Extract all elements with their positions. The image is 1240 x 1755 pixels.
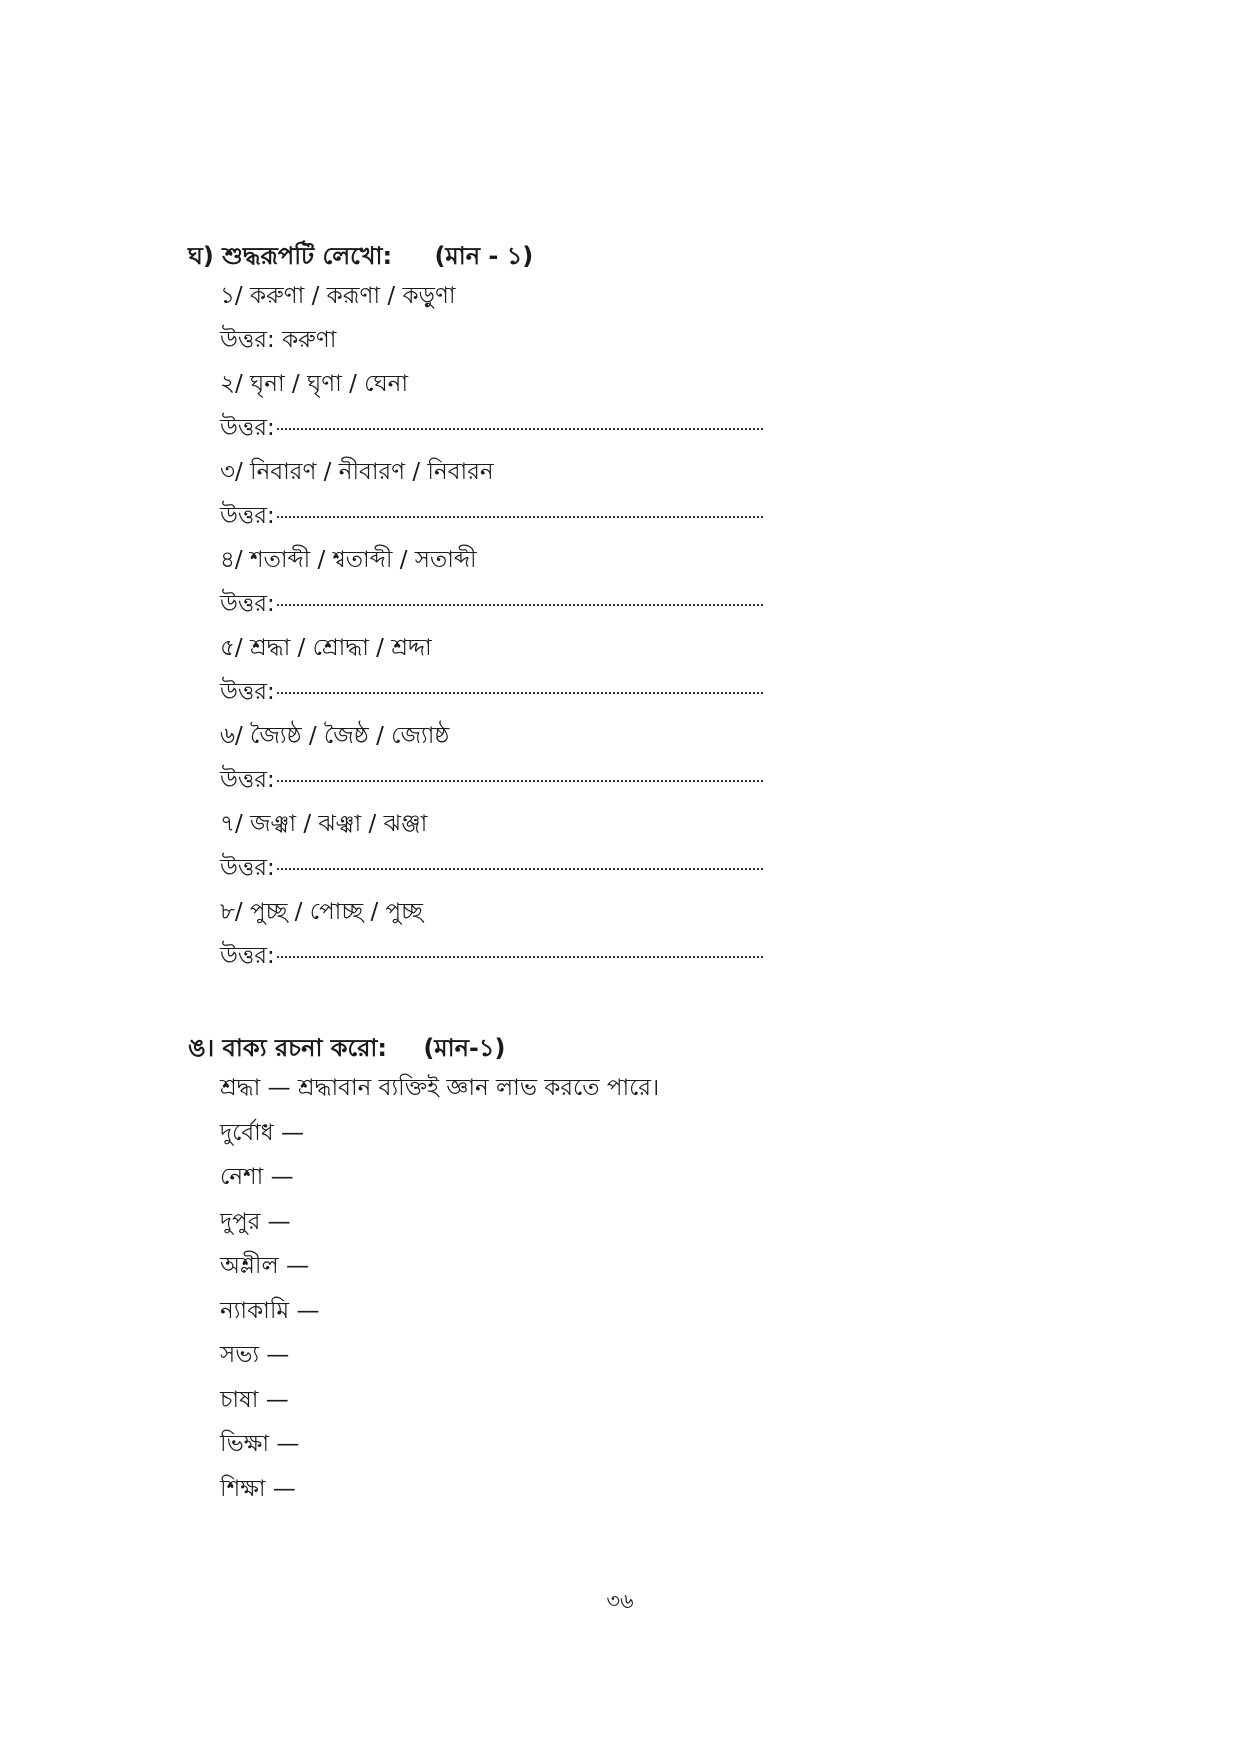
section-spelling-heading	[188, 238, 1088, 274]
answer-line-3	[220, 494, 763, 538]
answer-label: উত্তর:	[220, 415, 275, 441]
sentence-word: ভিক্ষা —	[220, 1431, 300, 1457]
question-3: ৩/ নিবারণ / নীবারণ / নিবারন	[220, 459, 494, 485]
answer-line-4	[220, 582, 763, 626]
answer-label: উত্তর:	[220, 503, 275, 529]
question-7: ৭/ জঞ্ঝা / ঝঞ্ঝা / ঝঞ্জা	[220, 811, 428, 837]
answer-label: উত্তর:	[220, 767, 275, 793]
answer-label: উত্তর:	[220, 591, 275, 617]
sentence-word: ন্যাকামি —	[220, 1297, 320, 1324]
question-8: ৮/ পুচ্ছ / পোচ্ছ / পুচ্ছ	[220, 899, 423, 925]
sentence-word: চাষা —	[220, 1386, 289, 1413]
page-number: ৩৬	[606, 1589, 634, 1613]
answer-line-6	[220, 758, 763, 802]
answer-blank	[277, 868, 763, 870]
section-spelling	[188, 238, 1088, 978]
sentence-word-list	[220, 1066, 1088, 1511]
sentence-word: দুপুর —	[220, 1208, 291, 1235]
sentence-example: শ্রদ্ধা — শ্রদ্ধাবান ব্যক্তিই জ্ঞান লাভ করতে পারে।	[220, 1075, 660, 1101]
answer-blank	[277, 780, 763, 782]
section-spelling-label: ঘ)	[188, 242, 214, 270]
answer-blank	[277, 692, 763, 694]
sentence-word: নেশা —	[220, 1164, 294, 1190]
answer-blank	[277, 516, 763, 518]
section-spelling-title: শুদ্ধরূপটি লেখো:	[222, 242, 393, 270]
answer-blank	[277, 956, 763, 958]
answer-line-5	[220, 670, 763, 714]
answer-line-7	[220, 846, 763, 890]
sentence-word: শিক্ষা —	[220, 1475, 296, 1502]
section-sentence-title: বাক্য রচনা করো:	[222, 1034, 387, 1062]
sentence-word: অশ্লীল —	[220, 1253, 309, 1279]
answer-label: উত্তর:	[220, 679, 275, 705]
section-spelling-marks: (মান - ১)	[434, 242, 534, 270]
answer-line-8	[220, 934, 763, 978]
answer-blank	[277, 428, 763, 430]
answer-label: উত্তর:	[220, 855, 275, 881]
section-sentence-marks: (মান-১)	[423, 1034, 506, 1062]
section-sentence-label: ঙ।	[188, 1034, 215, 1062]
example-answer: উত্তর: করুণা	[220, 327, 337, 353]
question-5: ৫/ শ্রদ্ধা / শ্রোদ্ধা / শ্রদ্দা	[220, 635, 432, 661]
question-4: ৪/ শতাব্দী / শ্বতাব্দী / সতাব্দী	[220, 547, 477, 573]
answer-line-2	[220, 406, 763, 450]
question-6: ৬/ জ্যৈষ্ঠ / জৈষ্ঠ / জ্যোষ্ঠ	[220, 723, 450, 749]
sentence-word: দুর্বোধ —	[220, 1119, 304, 1146]
question-2: ২/ ঘৃনা / ঘৃণা / ঘেনা	[220, 371, 409, 397]
section-sentence-heading	[188, 1030, 1088, 1066]
section-sentence-making	[188, 1030, 1088, 1511]
answer-blank	[277, 604, 763, 606]
spelling-question-list	[220, 274, 1088, 978]
answer-label: উত্তর:	[220, 943, 275, 969]
sentence-word: সভ্য —	[220, 1342, 290, 1368]
example-question: ১/ করুণা / করূণা / কড়ুণা	[220, 283, 456, 309]
